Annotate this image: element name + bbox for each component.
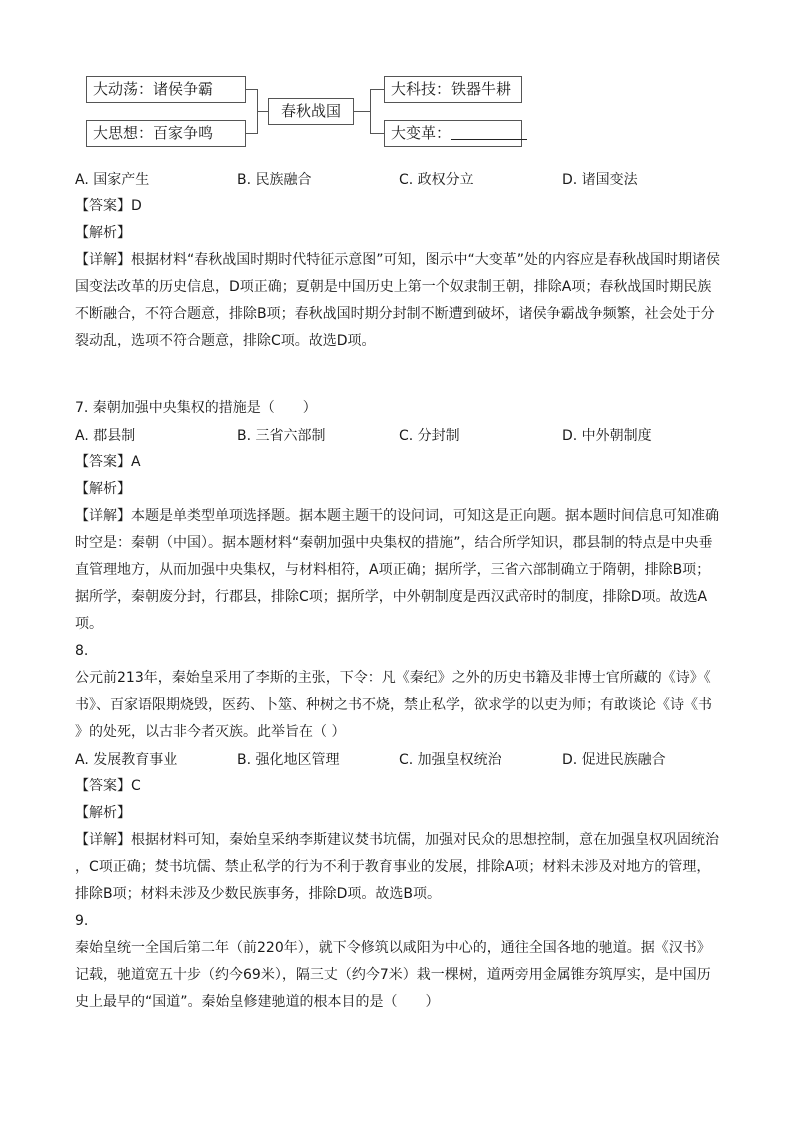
q7-option-c: C. 分封制 (399, 428, 460, 444)
detail-line: 【详解】根据材料可知，秦始皇采纳李斯建议焚书坑儒，加强对民众的思想控制，意在加强皇权巩固统治 (75, 832, 719, 848)
detail-line: 排除B项；材料未涉及少数民族事务，排除D项。故选B项。 (75, 886, 441, 902)
analysis-word: 解析 (89, 805, 117, 821)
detail-line: 【详解】本题是单类型单项选择题。据本题主题干的设问词，可知这是正向题。据本题时间信息可知准确 (75, 508, 719, 524)
diagram-box-left-bottom: 大思想：百家争鸣 (86, 120, 246, 147)
question-stem: 7. 秦朝加强中央集权的措施是（ ） (75, 400, 317, 416)
answer-label: 【答案】C (75, 778, 141, 794)
era-diagram (84, 74, 524, 150)
q7-stem (75, 395, 725, 422)
stem-line: 公元前213年，秦始皇采用了李斯的主张，下令：凡《秦纪》之外的历史书籍及非博士官所藏的《诗》《 (75, 670, 711, 686)
analysis-label: 【解析】 (75, 225, 131, 241)
q8-option-d: D. 促进民族融合 (562, 752, 666, 768)
stem-line: 秦始皇统一全国后第二年（前220年），就下令修筑以咸阳为中心的，通往全国各地的驰道。据《汉书》 (75, 940, 711, 956)
q8-option-a: A. 发展教育事业 (75, 752, 178, 768)
q7-option-d: D. 中外朝制度 (562, 428, 652, 444)
question-number: 8. (75, 643, 89, 659)
analysis-word: 解析 (89, 481, 117, 497)
q6-option-a: A. 国家产生 (75, 172, 150, 188)
connector (370, 133, 384, 134)
connector (370, 89, 384, 90)
q7-option-a: A. 郡县制 (75, 428, 136, 444)
q6-option-b: B. 民族融合 (237, 172, 312, 188)
detail-line: 不断融合，不符合题意，排除B项；春秋战国时期分封制不断遭到破坏，诸侯争霸战争频繁，社会处于分 (75, 306, 715, 322)
blank-line (451, 123, 527, 140)
q6-option-c: C. 政权分立 (399, 172, 474, 188)
q7-answer-block (75, 449, 725, 638)
connector (354, 111, 370, 112)
diagram-box-right-bottom (384, 120, 522, 147)
diagram-box-center: 春秋战国 (268, 98, 354, 125)
answer-label: 【答案】D (75, 198, 142, 214)
analysis-label: 【解析】 (75, 805, 131, 821)
analysis-word: 解析 (89, 225, 117, 241)
detail-line: 项。 (75, 616, 103, 632)
detail-line: 时空是：秦朝（中国）。据本题材料“秦朝加强中央集权的措施”，结合所学知识，郡县制的特点是中央垂 (75, 535, 713, 551)
analysis-label: 【解析】 (75, 481, 131, 497)
detail-line: 国变法改革的历史信息，D项正确；夏朝是中国历史上第一个奴隶制王朝，排除A项；春秋战国时期民族 (75, 279, 712, 295)
diagram-right-bottom-label: 大变革： (391, 124, 452, 142)
question-number: 9. (75, 913, 89, 929)
q8-answer-block (75, 773, 725, 908)
diagram-box-right-top: 大科技：铁器牛耕 (384, 76, 522, 103)
stem-line: 》的处死，以古非今者灭族。此举旨在（ ） (75, 724, 346, 740)
q8-option-b: B. 强化地区管理 (237, 752, 340, 768)
stem-line: 史上最早的“国道”。秦始皇修建驰道的根本目的是（ ） (75, 994, 440, 1010)
detail-line: 【详解】根据材料“春秋战国时期时代特征示意图”可知，图示中“大变革”处的内容应是春秋战国时期诸侯 (75, 252, 721, 268)
detail-line: 直管理地方，从而加强中央集权，与材料相符，A项正确；据所学，三省六部制确立于隋朝，排除B项； (75, 562, 711, 578)
q8-stem (75, 638, 725, 746)
q6-answer-block (75, 193, 725, 355)
detail-line: 裂动乱，选项不符合题意，排除C项。故选D项。 (75, 333, 376, 349)
connector (257, 111, 268, 112)
answer-label: 【答案】A (75, 454, 141, 470)
stem-line: 书》、百家语限期烧毁，医药、卜筮、种树之书不烧，禁止私学，欲求学的以吏为师；有敢谈论《诗《书 (75, 697, 712, 713)
q6-option-d: D. 诸国变法 (562, 172, 638, 188)
diagram-box-left-top: 大动荡：诸侯争霸 (86, 76, 246, 103)
q8-option-c: C. 加强皇权统治 (399, 752, 502, 768)
detail-line: ，C项正确；焚书坑儒、禁止私学的行为不利于教育事业的发展，排除A项；材料未涉及对地方的管理， (75, 859, 711, 875)
q7-option-b: B. 三省六部制 (237, 428, 326, 444)
detail-line: 据所学，秦朝废分封，行郡县，排除C项；据所学，中外朝制度是西汉武帝时的制度，排除D项。故选A (75, 589, 708, 605)
connector (370, 89, 371, 134)
q9-stem (75, 908, 725, 1016)
stem-line: 记载，驰道宽五十步（约今69米），隔三丈（约今7米）栽一棵树，道两旁用金属锥夯筑厚实，是中国历 (75, 967, 711, 983)
